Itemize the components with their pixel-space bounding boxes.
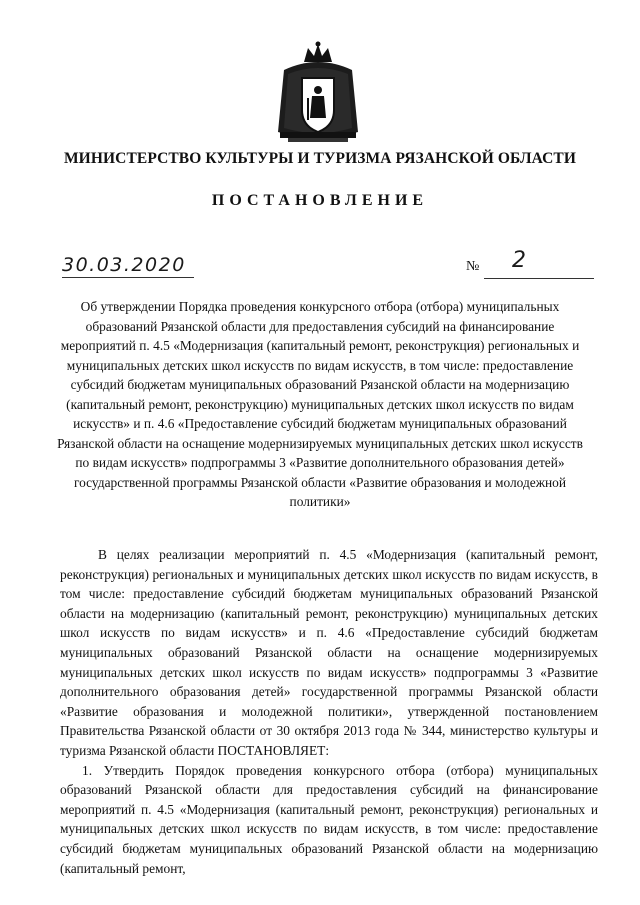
number-label: № xyxy=(466,259,480,274)
body-item-1: 1. Утвердить Порядок проведения конкурсного отбора (отбора) муниципальных образований Рязанской области для предоставления субсидий на финансирование мероприятий п. 4.5 «Модернизация (капитальный ремонт, реконструкция) региональных и муниципальных детских школ искусств по видам искусств, в том числе: предоставление субсидий бюджетам муниципальных образований Рязанской области на модернизацию (капитальный ремонт, xyxy=(60,762,598,876)
body-preamble: В целях реализации мероприятий п. 4.5 «Модернизация (капитальный ремонт, реконструкция) региональных и муниципальных детских школ искусств по видам искусств, в том числе: предоставление субсидий бюджетам муниципальных образований Рязанской области на модернизацию (капитальный ремонт, реконструкцию) муниципальных детских школ искусств по видам искусств» и п. 4.6 «Предоставление субсидий бюджетам муниципальных образований Рязанской области на оснащение модернизируемых муниципальных детских школ искусств по видам искусств» подпрограммы 3 «Развитие дополнительного образования детей» государственной программы Рязанской области «Развитие образования и молодежной политики», утвержденной постановлением Правительства Рязанской области от 30 октября 2013 года № 344, министерство культуры и туризма Рязанской области ПОСТАНОВЛЯЕТ: xyxy=(60,547,598,758)
coat-of-arms-icon xyxy=(274,40,362,150)
ministry-name: МИНИСТЕРСТВО КУЛЬТУРЫ И ТУРИЗМА РЯЗАНСКОЙ ОБЛАСТИ xyxy=(63,150,577,167)
document-type: ПОСТАНОВЛЕНИЕ xyxy=(211,192,429,209)
document-subject: Об утверждении Порядка проведения конкурсного отбора (отбора) муниципальных образований Рязанской области для предоставления субсидий на финансирование мероприятий п. 4.5 «Модернизация (капитальный ремонт, реконструкция) региональных и муниципальных детских школ искусств по видам искусств, в том числе: предоставление субсидий бюджетам муниципальных образований Рязанской области на модернизацию (капитальный ремонт, реконструкцию) муниципальных детских школ искусств по видам искусств» и п. 4.6 «Предоставление субсидий бюджетам муниципальных образований Рязанской области на оснащение модернизируемых муниципальных детских школ искусств по видам искусств» подпрограммы 3 «Развитие дополнительного образования детей» государственной программы Рязанской области «Развитие образования и молодежной политики» xyxy=(57,299,583,509)
document-date: 30.03.2020 xyxy=(62,253,194,278)
document-number: 2 xyxy=(512,248,526,273)
document-body xyxy=(60,545,598,878)
number-underline xyxy=(484,278,594,279)
